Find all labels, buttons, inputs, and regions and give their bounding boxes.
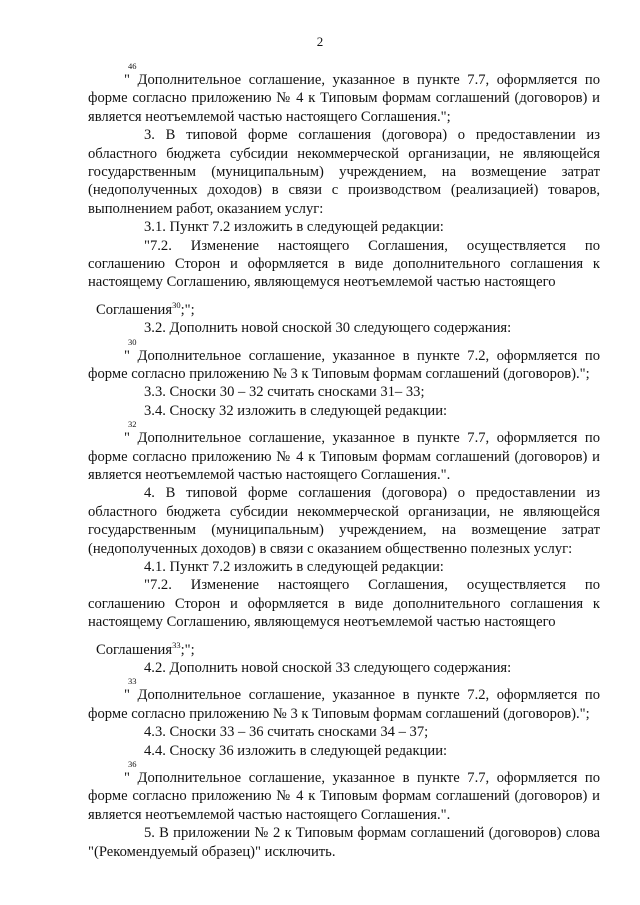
numbered-paragraph bbox=[88, 824, 600, 861]
paragraph-text: Пункт 7.2 изложить в следующей редакции: bbox=[165, 559, 444, 576]
paragraph-number: 4.4. bbox=[144, 742, 166, 759]
numbered-paragraph bbox=[88, 558, 600, 576]
paragraph-number: 3.2. bbox=[144, 320, 166, 337]
numbered-paragraph bbox=[88, 319, 600, 337]
page-number: 2 bbox=[316, 34, 324, 49]
paragraph-number: 4.3. bbox=[144, 724, 166, 741]
footnote-text: " Дополнительное соглашение, указанное в пункте 7.7, оформляется по форме согласно приложению № 4 к Типовым формам соглашений (договоров) и является неотъемлемой частью настоящего Соглашения."; bbox=[88, 72, 600, 125]
paragraph-tail bbox=[88, 636, 600, 659]
paragraph-text: В типовой форме соглашения (договора) о предоставлении из областного бюджета субсидии некоммерческой организации, не являющейся государственным (муниципальным) учреждением, на возмещение затрат (недополученных доходов) в связи с оказанием общественно полезных услуг: bbox=[88, 485, 600, 557]
footnote-marker: 46 bbox=[128, 61, 137, 71]
paragraph-text: Дополнить новой сноской 30 следующего содержания: bbox=[165, 320, 512, 337]
paragraph-text: Пункт 7.2 изложить в следующей редакции: bbox=[165, 219, 444, 236]
paragraph-tail bbox=[88, 296, 600, 319]
tail-word: Соглашения bbox=[96, 641, 173, 658]
paragraph-text: В приложении № 2 к Типовым формам соглашений (договоров) слова "(Рекомендуемый образец)" исключить. bbox=[88, 825, 600, 860]
numbered-paragraph bbox=[88, 237, 600, 292]
paragraph-number: 3.3. bbox=[144, 384, 166, 401]
numbered-paragraph bbox=[88, 218, 600, 236]
footnote-text: " Дополнительное соглашение, указанное в пункте 7.2, оформляется по форме согласно приложению № 3 к Типовым формам соглашений (договоров)."; bbox=[88, 347, 600, 382]
tail-end: ;"; bbox=[180, 641, 195, 658]
numbered-paragraph bbox=[88, 723, 600, 741]
tail-end: ;"; bbox=[180, 301, 195, 318]
paragraph-number: "7.2. bbox=[144, 577, 172, 594]
footnote-text: " Дополнительное соглашение, указанное в пункте 7.2, оформляется по форме согласно приложению № 3 к Типовым формам соглашений (договоров)."; bbox=[88, 687, 600, 722]
paragraph-text: В типовой форме соглашения (договора) о предоставлении из областного бюджета субсидии некоммерческой организации, не являющейся государственным (муниципальным) учреждением, на возмещение затрат (недополученных доходов) в связи с производством (реализацией) товаров, выполнением работ, оказанием услуг: bbox=[88, 127, 600, 217]
paragraph-text: Сноски 33 – 36 считать сносками 34 – 37; bbox=[165, 724, 429, 741]
tail-word: Соглашения bbox=[96, 301, 173, 318]
paragraph-text: Дополнить новой сноской 33 следующего содержания: bbox=[165, 659, 512, 676]
document-body bbox=[88, 62, 600, 861]
footnote-marker: 32 bbox=[128, 419, 137, 430]
paragraph-number: "7.2. bbox=[144, 237, 172, 254]
footnote-marker: 36 bbox=[128, 758, 137, 769]
paragraph-number: 4.1. bbox=[144, 559, 166, 576]
numbered-paragraph bbox=[88, 126, 600, 218]
paragraph-number: 4.2. bbox=[144, 659, 166, 676]
paragraph-text: Изменение настоящего Соглашения, осуществляется по соглашению Сторон и оформляется в виде дополнительного соглашения к настоящему Соглашению, являющемуся неотъемлемой частью настоящего bbox=[88, 237, 600, 291]
numbered-paragraph bbox=[88, 484, 600, 558]
footnote-marker: 33 bbox=[128, 676, 137, 687]
paragraph-number: 3. bbox=[144, 127, 155, 144]
footnote-text: " Дополнительное соглашение, указанное в пункте 7.7, оформляется по форме согласно приложению № 4 к Типовым формам соглашений (договоров) и является неотъемлемой частью настоящего Соглашения.". bbox=[88, 769, 600, 823]
numbered-paragraph bbox=[88, 383, 600, 401]
paragraph-text: Сноску 36 изложить в следующей редакции: bbox=[165, 742, 448, 759]
footnote-reference: 30 bbox=[172, 299, 181, 310]
footnote-marker: 30 bbox=[128, 336, 137, 347]
paragraph-number: 5. bbox=[144, 825, 155, 842]
footnote-text: " Дополнительное соглашение, указанное в пункте 7.7, оформляется по форме согласно приложению № 4 к Типовым формам соглашений (договоров) и является неотъемлемой частью настоящего Соглашения.". bbox=[88, 430, 600, 483]
numbered-paragraph bbox=[88, 742, 600, 760]
numbered-paragraph bbox=[88, 402, 600, 420]
paragraph-text: Изменение настоящего Соглашения, осуществляется по соглашению Сторон и оформляется в виде дополнительного соглашения к настоящему Соглашению, являющемуся неотъемлемой частью настоящего bbox=[88, 577, 600, 631]
paragraph-text: Сноску 32 изложить в следующей редакции: bbox=[165, 402, 448, 419]
paragraph-text: Сноски 30 – 32 считать сносками 31– 33; bbox=[165, 384, 425, 401]
numbered-paragraph bbox=[88, 576, 600, 631]
paragraph-number: 4. bbox=[144, 485, 155, 502]
numbered-paragraph bbox=[88, 659, 600, 677]
paragraph-number: 3.1. bbox=[144, 219, 166, 236]
footnote-reference: 33 bbox=[172, 639, 181, 650]
paragraph-number: 3.4. bbox=[144, 402, 166, 419]
